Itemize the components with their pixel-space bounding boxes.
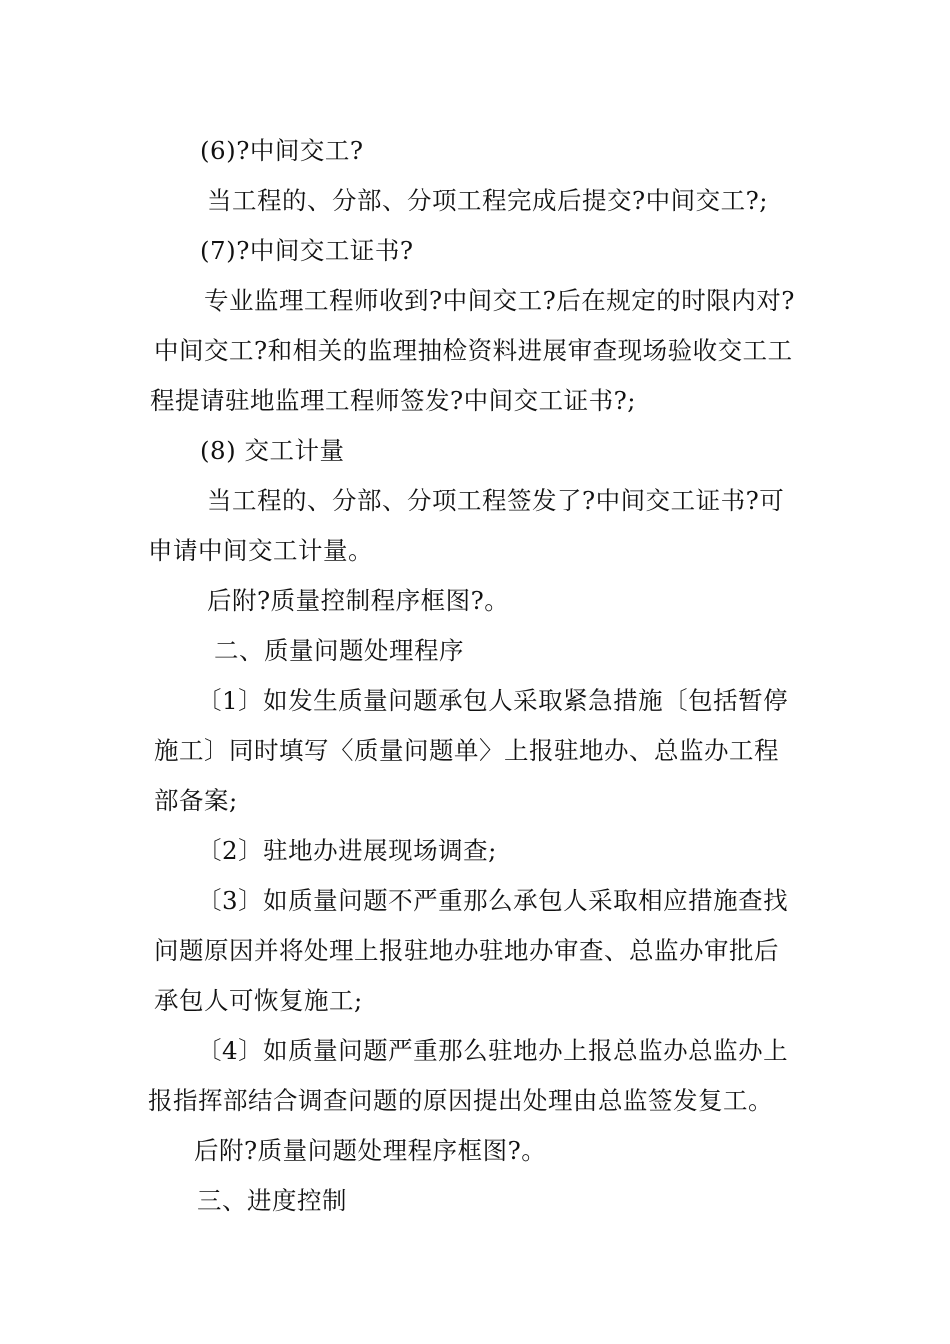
paragraph-line: 后附?质量控制程序框图?。 — [207, 586, 510, 615]
paragraph-line: 施工〕同时填写〈质量问题单〉上报驻地办、总监办工程 — [154, 736, 779, 765]
paragraph-line: 承包人可恢复施工; — [154, 986, 363, 1015]
subsection-heading-8: (8) 交工计量 — [200, 436, 345, 465]
subsection-heading-6: (6)?中间交工? — [200, 136, 364, 165]
paragraph-line: 〔1〕如发生质量问题承包人采取紧急措施〔包括暂停 — [197, 686, 789, 715]
section-heading-3: 三、进度控制 — [197, 1186, 347, 1215]
paragraph-line: 问题原因并将处理上报驻地办驻地办审查、总监办审批后 — [154, 936, 779, 965]
paragraph-line: 〔4〕如质量问题严重那么驻地办上报总监办总监办上 — [197, 1036, 789, 1065]
paragraph-line: 后附?质量问题处理程序框图?。 — [194, 1136, 547, 1165]
paragraph-line: 中间交工?和相关的监理抽检资料进展审查现场验收交工工 — [154, 336, 793, 365]
paragraph-line: 当工程的、分部、分项工程签发了?中间交工证书?可 — [207, 486, 785, 515]
paragraph-line: 部备案; — [154, 786, 238, 815]
paragraph-line: 〔2〕驻地办进展现场调查; — [197, 836, 497, 865]
paragraph-line: 程提请驻地监理工程师签发?中间交工证书?; — [150, 386, 637, 415]
paragraph-line: 专业监理工程师收到?中间交工?后在规定的时限内对? — [204, 286, 795, 315]
paragraph-line: 申请中间交工计量。 — [148, 536, 373, 565]
subsection-heading-7: (7)?中间交工证书? — [200, 236, 414, 265]
paragraph-line: 〔3〕如质量问题不严重那么承包人采取相应措施查找 — [197, 886, 789, 915]
paragraph-line: 报指挥部结合调查问题的原因提出处理由总监签发复工。 — [148, 1086, 773, 1115]
section-heading-2: 二、质量问题处理程序 — [214, 636, 464, 665]
paragraph-line: 当工程的、分部、分项工程完成后提交?中间交工?; — [207, 186, 769, 215]
